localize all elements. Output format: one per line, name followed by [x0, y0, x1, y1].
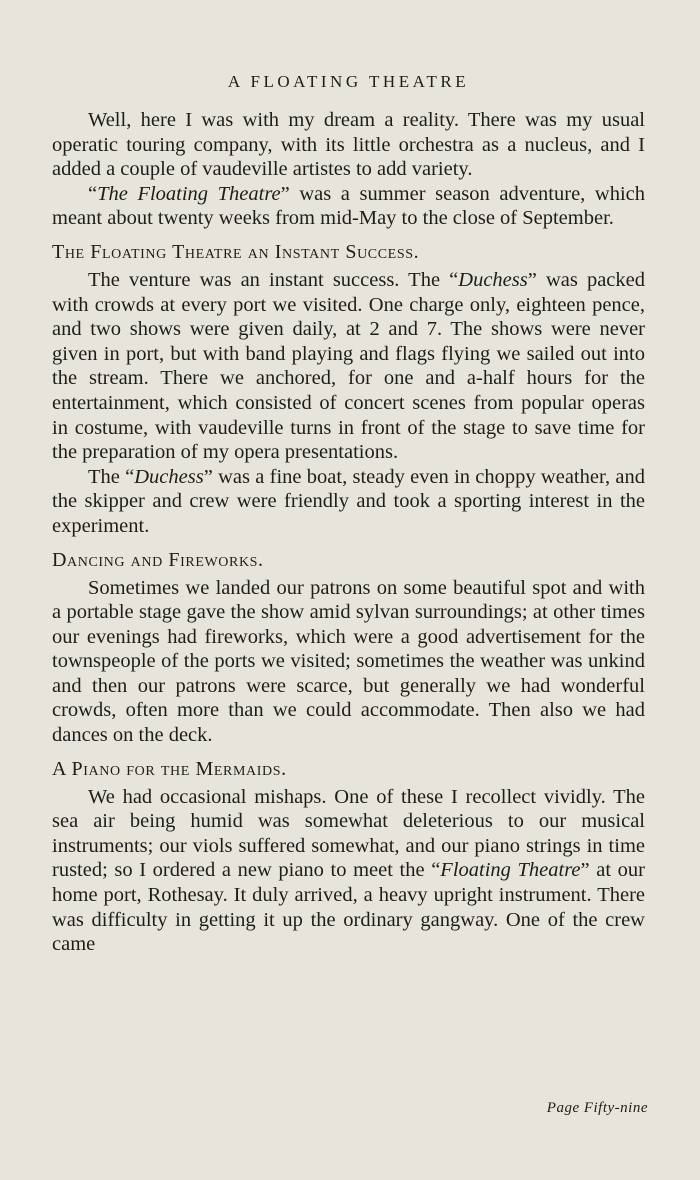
paragraph-instant-success	[52, 268, 645, 465]
paragraph-dancing-fireworks	[52, 576, 645, 748]
open-quote: “	[88, 182, 98, 205]
page-number: Page Fifty-nine	[546, 1100, 648, 1116]
paragraph-text: Sometimes we landed our patrons on some beautiful spot and with a portable stage gave the show amid sylvan surroundings; at other times our evenings had fireworks, which were a good advertisement for the townspeople of the ports we visited; sometimes the weather was unkind and then our patrons were scarce, but generally we had wonderful crowds, often more than we could accommodate. Then also we had dances on the deck.	[52, 576, 645, 747]
italic-title: Duchess	[458, 268, 528, 291]
paragraph-piano-mermaids	[52, 785, 645, 957]
paragraph-text: ” was a summer season adventure, which meant about twenty weeks from mid-May to the close of September.	[52, 182, 645, 230]
running-head: A FLOATING THEATRE	[227, 72, 470, 91]
italic-title: Floating Theatre	[440, 859, 581, 882]
italic-title: Duchess	[134, 465, 204, 488]
paragraph-fine-boat	[52, 465, 645, 539]
paragraph-text: We had occasional mishaps. One of these I recollect vividly. The sea air being humid was somewhat deleterious to our musical instruments; our viols suffered somewhat, and our piano strings in time rusted; so I ordered a new piano to meet the “	[52, 785, 645, 882]
paragraph-dream-reality	[52, 108, 645, 182]
section-heading-piano-mermaids: A Piano for the Mermaids.	[52, 757, 287, 780]
paragraph-text: The “	[88, 465, 135, 488]
section-heading-dancing-fireworks: Dancing and Fireworks.	[52, 548, 264, 571]
paragraph-text: ” at our home port, Rothesay. It duly arrived, a heavy upright instrument. There was difficulty in getting it up the ordinary gangway. One of the crew came	[52, 859, 645, 956]
paragraph-text: ” was packed with crowds at every port we visited. One charge only, eighteen pence, and two shows were given daily, at 2 and 7. The shows were never given in port, but with band playing and flags flying we sailed out into the stream. There we anchored, for one and a-half hours for the entertainment, which consisted of concert scenes from popular operas in costume, with vaudeville turns in front of the stage to save time for the preparation of my opera presentations.	[52, 268, 645, 464]
italic-title: The Floating Theatre	[97, 182, 281, 205]
paragraph-summer-season	[52, 182, 645, 231]
paragraph-text: The venture was an instant success. The “	[88, 268, 459, 291]
paragraph-text: Well, here I was with my dream a reality. There was my usual operatic touring company, with its little orchestra as a nucleus, and I added a couple of vaudeville artistes to add variety.	[52, 109, 645, 181]
paragraph-text: ” was a fine boat, steady even in choppy weather, and the skipper and crew were friendly and took a sporting interest in the experiment.	[52, 465, 645, 537]
section-heading-instant-success: The Floating Theatre an Instant Success.	[52, 240, 420, 263]
